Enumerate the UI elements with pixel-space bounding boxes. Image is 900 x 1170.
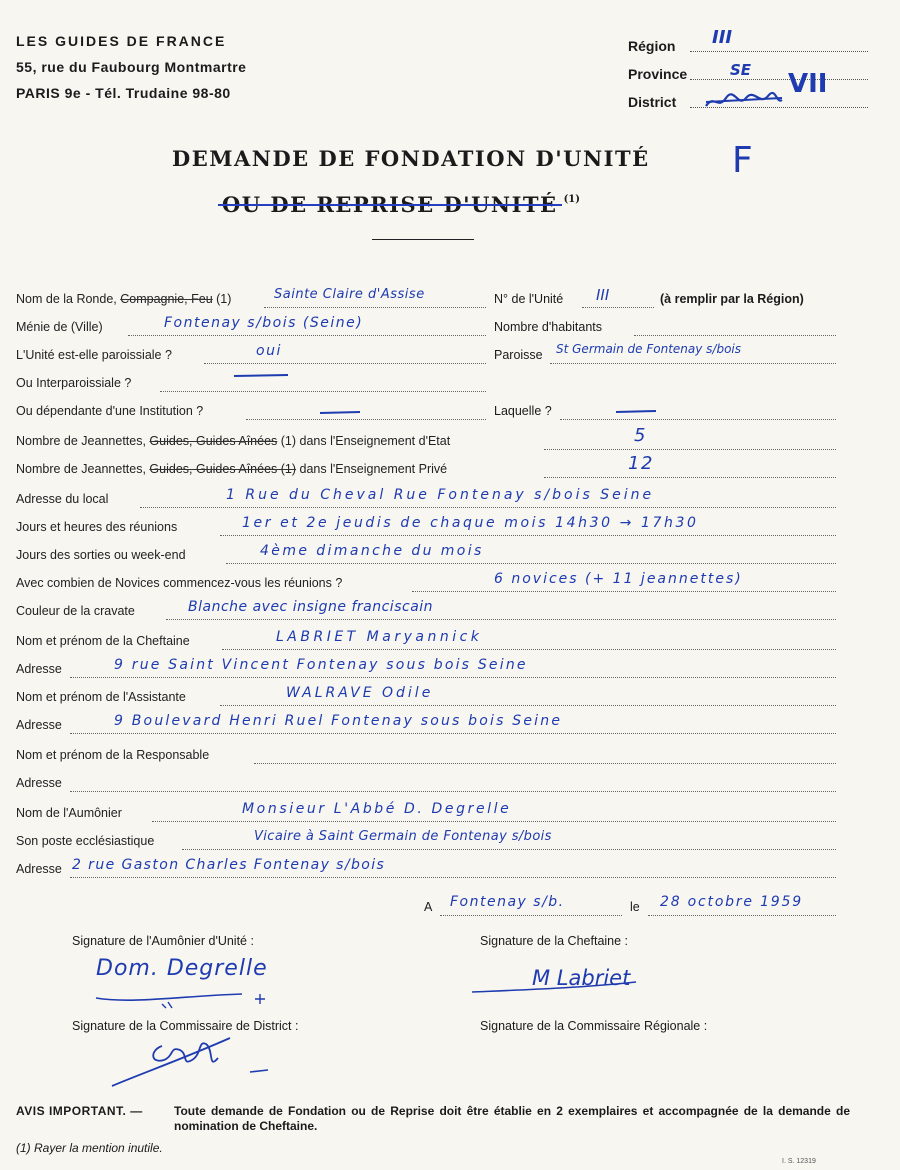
paroissiale-dots: [204, 363, 486, 364]
aumonier-adresse-label: Adresse: [16, 862, 62, 876]
novices-dots: [412, 591, 836, 592]
district-value: VII: [788, 69, 828, 99]
ronde-label-pre: Nom de la Ronde,: [16, 292, 121, 306]
menie-dots: [128, 335, 486, 336]
subtitle-label: OU DE REPRISE D'UNITÉ: [222, 192, 558, 217]
cheftaine-value: LABRIET Maryannick: [276, 629, 483, 645]
field-local: [16, 487, 836, 512]
field-novices: [16, 571, 836, 596]
field-assistante-adresse: [16, 713, 836, 738]
assistante-label: Nom et prénom de l'Assistante: [16, 690, 186, 704]
field-reunions: [16, 515, 836, 540]
enseignement-prive-post: dans l'Enseignement Privé: [296, 462, 448, 476]
ronde-dots: [264, 307, 486, 308]
province-label: Province: [628, 66, 688, 82]
reunions-label: Jours et heures des réunions: [16, 520, 178, 534]
field-menie: [16, 315, 486, 340]
field-laquelle: [494, 404, 836, 424]
district-scribble: [704, 92, 784, 112]
enseignement-etat-label: [16, 434, 452, 448]
sorties-value: 4ème dimanche du mois: [260, 543, 484, 559]
avis-text: Toute demande de Fondation ou de Reprise doit être établie en 2 exemplaires et accompagnée de la demande de nomination de Cheftaine.: [174, 1104, 850, 1133]
cheftaine-adresse-label: Adresse: [16, 662, 62, 676]
field-cheftaine: [16, 629, 836, 654]
cheftaine-adresse-value: 9 rue Saint Vincent Fontenay sous bois Seine: [114, 657, 528, 673]
field-paroissiale: [16, 343, 486, 368]
place-dots: [440, 915, 622, 916]
date-dots: [648, 915, 836, 916]
aumonier-adresse-value: 2 rue Gaston Charles Fontenay s/bois: [72, 857, 386, 873]
field-enseignement-prive: [16, 453, 836, 482]
enseignement-etat-pre: Nombre de Jeannettes,: [16, 434, 150, 448]
field-interparoissiale: [16, 376, 486, 396]
enseignement-prive-struck: Guides, Guides Aînées (1): [149, 462, 297, 476]
subtitle-strike: [218, 204, 562, 206]
place-date-line: [424, 894, 836, 920]
laquelle-dots: [560, 419, 836, 420]
novices-label: Avec combien de Novices commencez-vous les réunions ?: [16, 576, 343, 590]
paroisse-label: Paroisse: [494, 348, 543, 362]
menie-label: Ménie de (Ville): [16, 320, 103, 334]
institution-dash: [318, 410, 364, 416]
enseignement-prive-label: [16, 462, 449, 476]
ronde-label-post: (1): [212, 292, 232, 306]
assistante-adresse-value: 9 Boulevard Henri Ruel Fontenay sous bois Seine: [114, 713, 563, 729]
responsable-adresse-label: Adresse: [16, 776, 62, 790]
org-city-phone: PARIS 9e - Tél. Trudaine 98-80: [16, 85, 231, 101]
cravate-value: Blanche avec insigne franciscain: [188, 599, 434, 615]
responsable-label: Nom et prénom de la Responsable: [16, 748, 210, 762]
enseignement-prive-pre: Nombre de Jeannettes,: [16, 462, 150, 476]
ronde-value: Sainte Claire d'Assise: [274, 287, 425, 302]
sorties-label: Jours des sorties ou week-end: [16, 548, 186, 562]
enseignement-etat-value: 5: [634, 425, 647, 446]
paroissiale-label: L'Unité est-elle paroissiale ?: [16, 348, 172, 362]
form-subtitle: [222, 192, 580, 217]
local-dots: [140, 507, 836, 508]
habitants-dots: [634, 335, 836, 336]
enseignement-etat-dots: [544, 449, 836, 450]
poste-value: Vicaire à Saint Germain de Fontenay s/bois: [254, 829, 552, 844]
district-signature-scrawl: [110, 1030, 280, 1094]
field-assistante: [16, 685, 836, 710]
field-poste: [16, 829, 836, 854]
aumonier-value: Monsieur L'Abbé D. Degrelle: [242, 801, 512, 817]
province-row: [628, 60, 868, 88]
ronde-label-struck: Compagnie, Feu: [120, 292, 213, 306]
cheftaine-signature-underline: [470, 978, 640, 1004]
field-aumonier-adresse: [16, 857, 836, 882]
paroissiale-value: oui: [256, 343, 282, 359]
interparoissiale-dash: [232, 373, 292, 379]
reunions-dots: [220, 535, 836, 536]
unite-no-label: N° de l'Unité: [494, 292, 564, 306]
sig-cheftaine-label: Signature de la Cheftaine :: [480, 934, 629, 948]
aumonier-signature-flourish: [92, 990, 282, 1014]
habitants-label: Nombre d'habitants: [494, 320, 603, 334]
field-habitants: [494, 320, 836, 340]
responsable-adresse-dots: [70, 791, 836, 792]
interparoissiale-dots: [160, 391, 486, 392]
unite-no-dots: [582, 307, 654, 308]
novices-value: 6 novices (+ 11 jeannettes): [494, 571, 743, 587]
menie-value: Fontenay s/bois (Seine): [164, 315, 364, 331]
paroisse-dots: [550, 363, 836, 364]
unite-no-value: III: [596, 286, 610, 304]
assistante-value: WALRAVE Odile: [286, 685, 434, 701]
avis-heading: AVIS IMPORTANT. —: [16, 1104, 143, 1118]
enseignement-prive-dots: [544, 477, 836, 478]
sig-district-label: Signature de la Commissaire de District :: [72, 1019, 299, 1033]
laquelle-dash: [614, 409, 660, 415]
date-le-label: le: [630, 900, 640, 914]
sorties-dots: [226, 563, 836, 564]
aumonier-dots: [152, 821, 836, 822]
enseignement-etat-struck: Guides, Guides Aînées: [149, 434, 278, 448]
paroisse-value: St Germain de Fontenay s/bois: [556, 342, 742, 356]
margin-mark: F: [732, 140, 753, 181]
unite-no-note: (à remplir par la Région): [660, 292, 804, 306]
field-paroisse: [494, 342, 836, 368]
region-label: Région: [628, 38, 676, 54]
footnote: (1) Rayer la mention inutile.: [16, 1141, 163, 1155]
org-name: LES GUIDES DE FRANCE: [16, 33, 227, 49]
cheftaine-adresse-dots: [70, 677, 836, 678]
province-dots: [690, 79, 868, 80]
institution-label: Ou dépendante d'une Institution ?: [16, 404, 204, 418]
place-a-label: A: [424, 900, 433, 914]
assistante-adresse-dots: [70, 733, 836, 734]
enseignement-etat-post: (1) dans l'Enseignement d'Etat: [277, 434, 451, 448]
local-label: Adresse du local: [16, 492, 109, 506]
reunions-value: 1er et 2e jeudis de chaque mois 14h30 → 17h30: [242, 515, 699, 531]
field-responsable-adresse: [16, 776, 836, 796]
field-ronde: [16, 287, 486, 312]
org-address: 55, rue du Faubourg Montmartre: [16, 59, 247, 75]
assistante-dots: [220, 705, 836, 706]
region-value: III: [712, 27, 733, 48]
aumonier-signature: Dom. Degrelle: [96, 956, 268, 981]
laquelle-label: Laquelle ?: [494, 404, 552, 418]
cheftaine-signature: M Labriet: [532, 966, 631, 990]
district-label: District: [628, 94, 677, 110]
subtitle-text: [222, 192, 558, 217]
field-institution: [16, 404, 486, 424]
poste-dots: [182, 849, 836, 850]
field-cheftaine-adresse: [16, 657, 836, 682]
field-unite-no: [494, 286, 836, 312]
field-cravate: [16, 599, 836, 624]
cravate-label: Couleur de la cravate: [16, 604, 135, 618]
responsable-dots: [254, 763, 836, 764]
cravate-dots: [166, 619, 836, 620]
ronde-label: [16, 292, 233, 306]
poste-label: Son poste ecclésiastique: [16, 834, 155, 848]
organisation-header: [16, 28, 246, 106]
field-responsable: [16, 748, 836, 768]
interparoissiale-label: Ou Interparoissiale ?: [16, 376, 132, 390]
subtitle-footnote-ref: (1): [563, 194, 580, 205]
cheftaine-dots: [222, 649, 836, 650]
enseignement-prive-value: 12: [628, 453, 654, 474]
assistante-adresse-label: Adresse: [16, 718, 62, 732]
institution-dots: [246, 419, 486, 420]
form-title: DEMANDE DE FONDATION D'UNITÉ: [172, 146, 650, 171]
sig-regionale-label: Signature de la Commissaire Régionale :: [480, 1019, 708, 1033]
aumonier-label: Nom de l'Aumônier: [16, 806, 122, 820]
field-sorties: [16, 543, 836, 568]
province-value: SE: [730, 61, 752, 79]
field-aumonier: [16, 801, 836, 826]
date-value: 28 octobre 1959: [660, 894, 803, 910]
place-value: Fontenay s/b.: [450, 894, 565, 910]
print-reference: I. S. 12319: [782, 1158, 816, 1165]
field-enseignement-etat: [16, 425, 836, 454]
aumonier-adresse-dots: [70, 877, 836, 878]
local-value: 1 Rue du Cheval Rue Fontenay s/bois Seine: [226, 487, 655, 503]
sig-aumonier-label: Signature de l'Aumônier d'Unité :: [72, 934, 254, 948]
region-block: [628, 27, 868, 116]
cheftaine-label: Nom et prénom de la Cheftaine: [16, 634, 190, 648]
title-rule: [372, 239, 474, 240]
